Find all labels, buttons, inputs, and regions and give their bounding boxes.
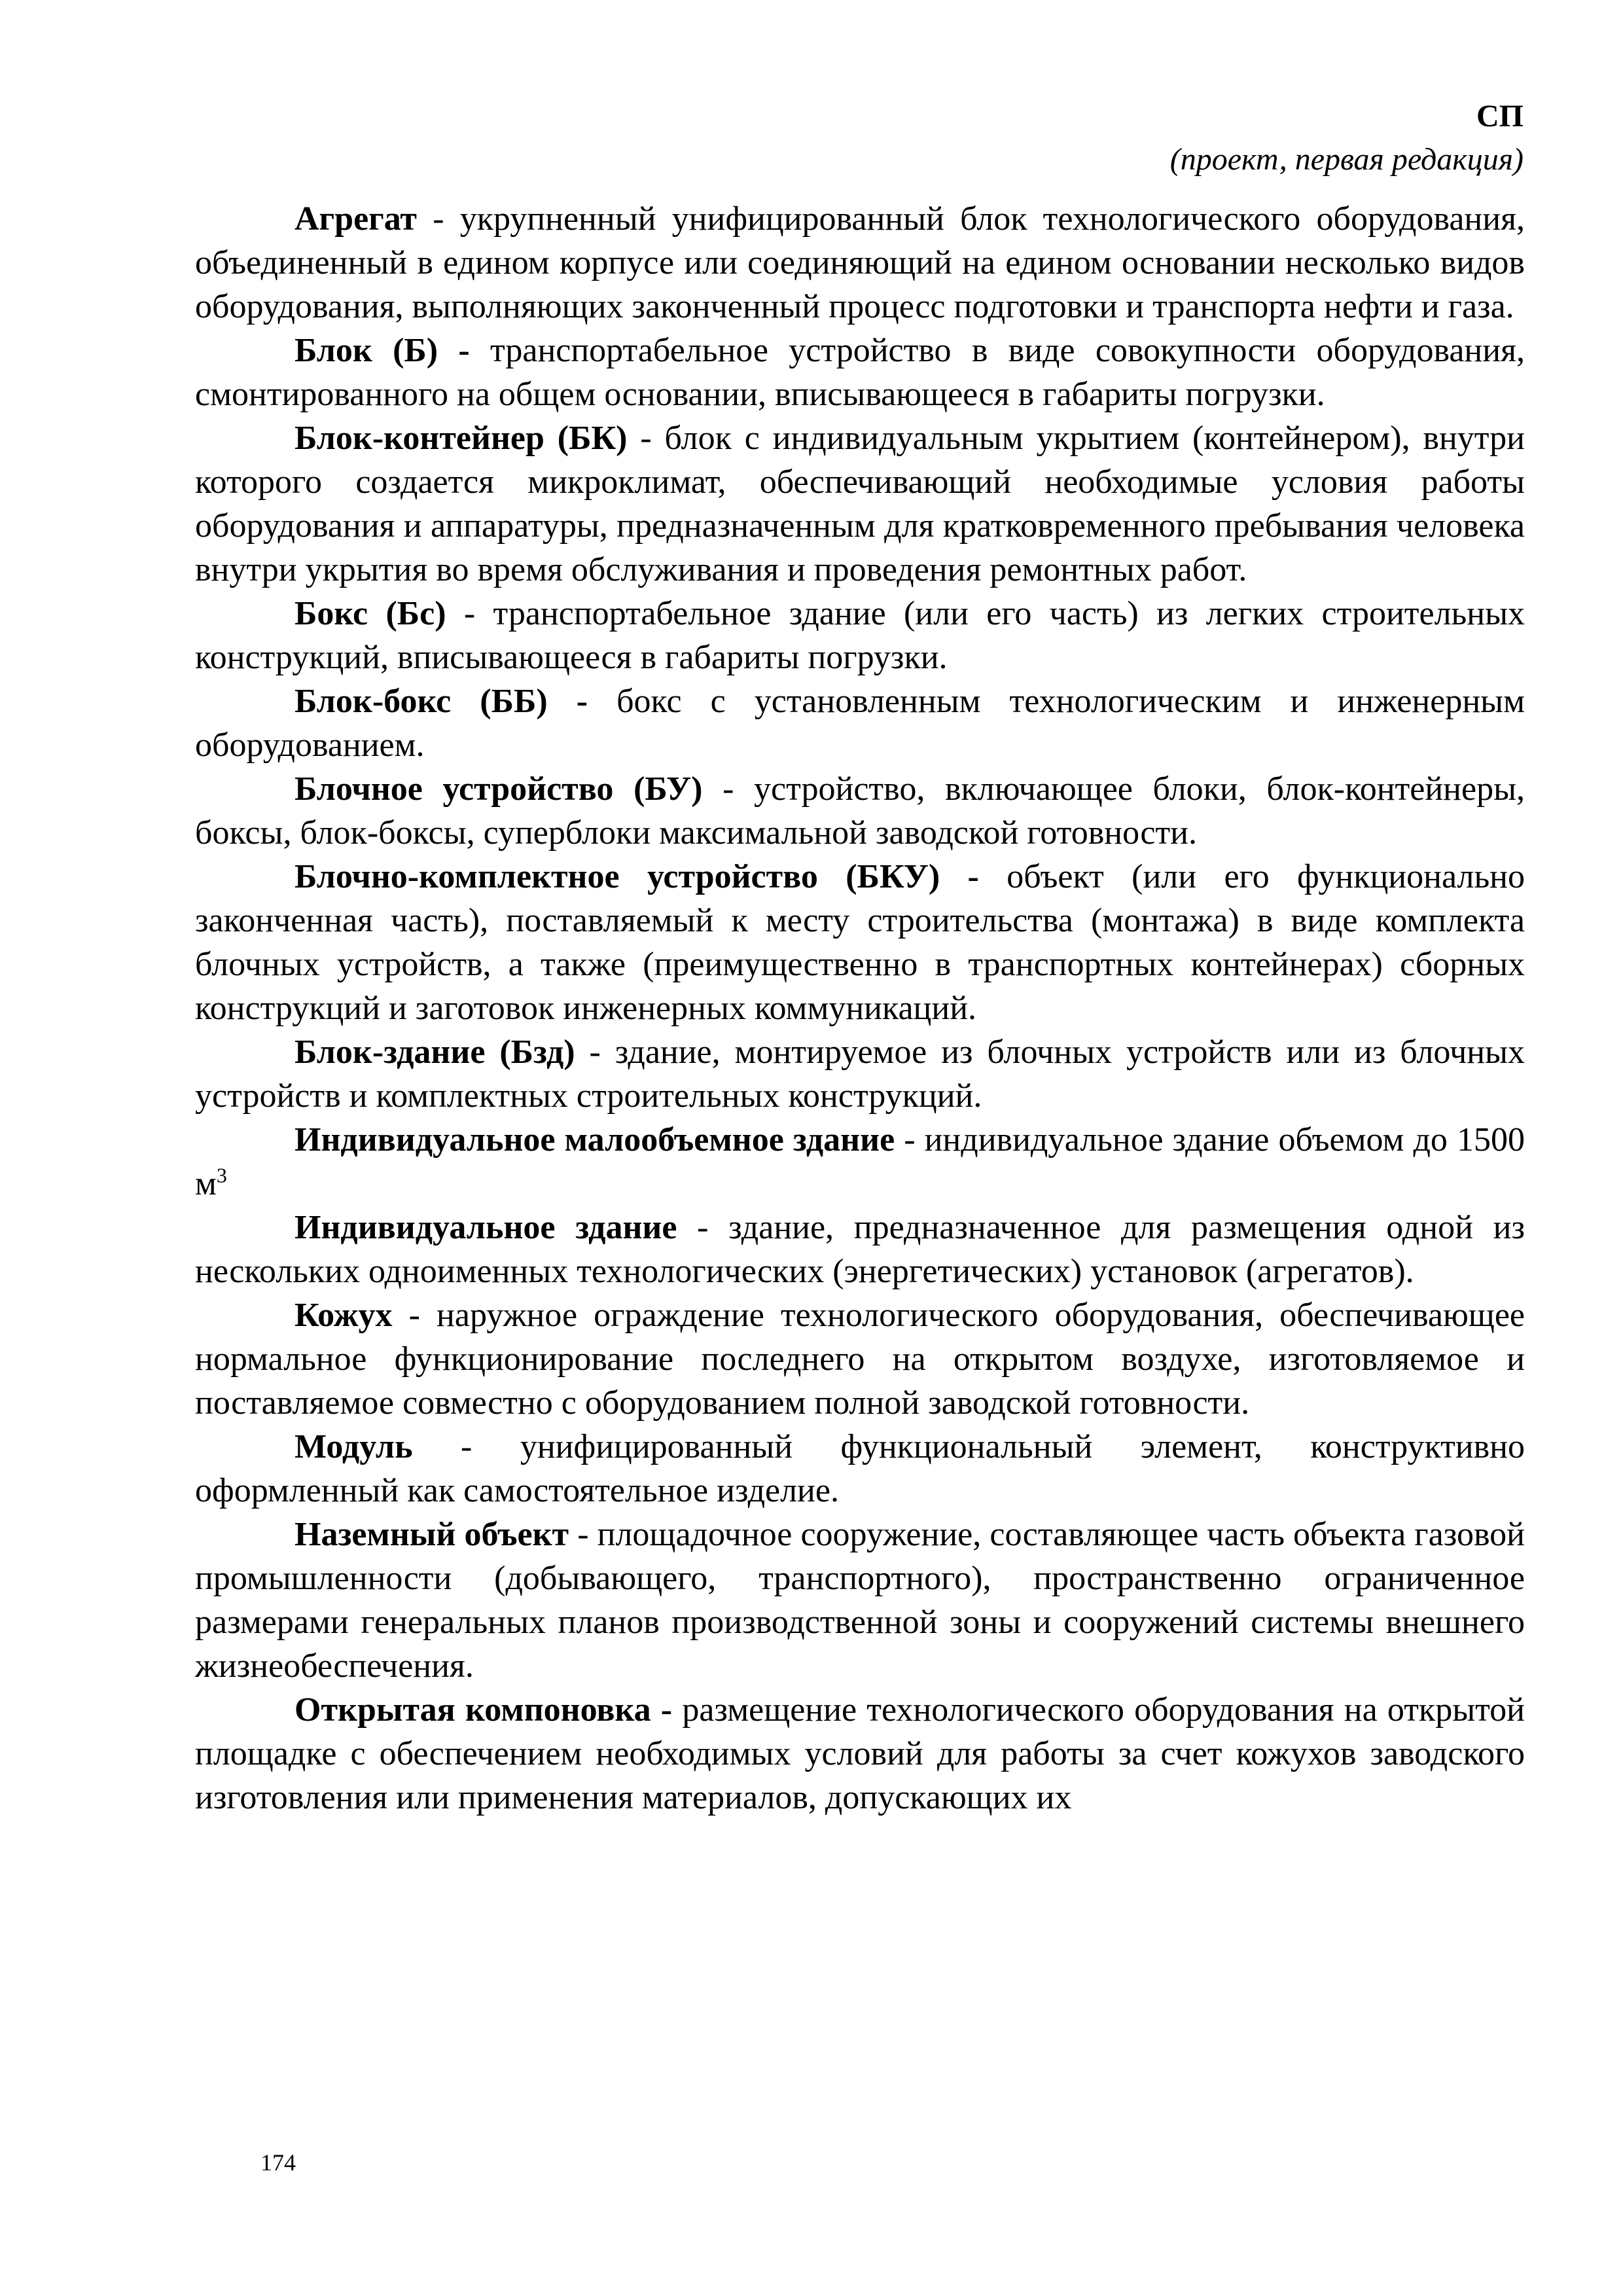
definition-paragraph bbox=[195, 197, 1525, 329]
definition-text: - устройство, включающее блоки, блок-контейнеры, боксы, блок-боксы, суперблоки максимальной заводской готовности. bbox=[195, 770, 1525, 852]
definition-term: Блок-контейнер (БК) bbox=[294, 420, 628, 457]
page-number: 174 bbox=[260, 2149, 296, 2176]
definition-text: объект (или его функционально законченная часть), поставляемый к месту строительства (монтажа) в виде комплекта блочных устройств, а также (преимущественно в транспортных контейнерах) сборных конструкций и заготовок инженерных коммуникаций. bbox=[195, 858, 1525, 1027]
definition-term: Блок (Б) - bbox=[294, 332, 470, 369]
definition-paragraph bbox=[195, 416, 1525, 592]
definition-paragraph bbox=[195, 1206, 1525, 1293]
definition-text: - укрупненный унифицированный блок технологического оборудования, объединенный в едином корпусе или соединяющий на едином основании несколько видов оборудования, выполняющих законченный процесс подготовки и транспорта нефти и газа. bbox=[195, 200, 1525, 325]
superscript-exponent: 3 bbox=[216, 1163, 227, 1187]
definition-paragraph bbox=[195, 1030, 1525, 1118]
definition-paragraph bbox=[195, 679, 1525, 767]
definition-term: Индивидуальное здание bbox=[294, 1209, 677, 1246]
document-subtitle: (проект, первая редакция) bbox=[1169, 142, 1524, 177]
definition-text: - транспортабельное здание (или его часть) из легких строительных конструкций, вписывающееся в габариты погрузки. bbox=[195, 595, 1525, 676]
definition-text: - наружное ограждение технологического оборудования, обеспечивающее нормальное функционирование последнего на открытом воздухе, изготовляемое и поставляемое совместно с оборудованием полной заводской готовности. bbox=[195, 1297, 1525, 1422]
definition-text: - площадочное сооружение, составляющее часть объекта газовой промышленности (добывающего, транспортного), пространственно ограниченное размерами генеральных планов производственной зоны и сооружений системы внешнего жизнеобеспечения. bbox=[195, 1516, 1525, 1685]
definition-text: - индивидуальное здание объемом до 1500 м bbox=[195, 1121, 1525, 1202]
definition-paragraph bbox=[195, 329, 1525, 416]
definition-term: Открытая компоновка - bbox=[294, 1691, 673, 1729]
definitions-list bbox=[195, 197, 1525, 1820]
definition-text: транспортабельное устройство в виде совокупности оборудования, смонтированного на общем основании, вписывающееся в габариты погрузки. bbox=[195, 332, 1525, 413]
definition-term: Индивидуальное малообъемное здание bbox=[294, 1121, 895, 1158]
definition-paragraph bbox=[195, 1425, 1525, 1513]
definition-text: - блок с индивидуальным укрытием (контейнером), внутри которого создается микроклимат, обеспечивающий необходимые условия работы оборудования и аппаратуры, предназначенным для кратковременного пребывания человека внутри укрытия во время обслуживания и проведения ремонтных работ. bbox=[195, 420, 1525, 588]
definition-paragraph bbox=[195, 1118, 1525, 1206]
definition-term: Блочное устройство (БУ) bbox=[294, 770, 703, 808]
definition-term: Кожух bbox=[294, 1297, 393, 1334]
definition-text: - здание, предназначенное для размещения одной из нескольких одноименных технологических (энергетических) установок (агрегатов). bbox=[195, 1209, 1525, 1290]
definition-text: бокс с установленным технологическим и инженерным оборудованием. bbox=[195, 683, 1525, 764]
definition-term: Блок-здание (Бзд) bbox=[294, 1033, 575, 1071]
definition-term: Блок-бокс (ББ) - bbox=[294, 683, 588, 720]
definition-text: - здание, монтируемое из блочных устройств или из блочных устройств и комплектных строительных конструкций. bbox=[195, 1033, 1525, 1115]
definition-paragraph bbox=[195, 1513, 1525, 1688]
definition-term: Наземный объект bbox=[294, 1516, 569, 1553]
definition-term: Бокс (Бс) bbox=[294, 595, 446, 632]
document-code: СП bbox=[1476, 99, 1524, 134]
definition-paragraph bbox=[195, 1688, 1525, 1820]
definition-term: Модуль bbox=[294, 1428, 413, 1465]
definition-paragraph bbox=[195, 767, 1525, 855]
definition-term: Блочно-комплектное устройство (БКУ) - bbox=[294, 858, 979, 895]
definition-text: размещение технологического оборудования на открытой площадке с обеспечением необходимых условий для работы за счет кожухов заводского изготовления или применения материалов, допускающих их bbox=[195, 1691, 1525, 1816]
definition-term: Агрегат bbox=[294, 200, 417, 238]
definition-paragraph bbox=[195, 592, 1525, 679]
definition-paragraph bbox=[195, 1293, 1525, 1425]
definition-text: - унифицированный функциональный элемент, конструктивно оформленный как самостоятельное изделие. bbox=[195, 1428, 1525, 1509]
definition-paragraph bbox=[195, 855, 1525, 1030]
